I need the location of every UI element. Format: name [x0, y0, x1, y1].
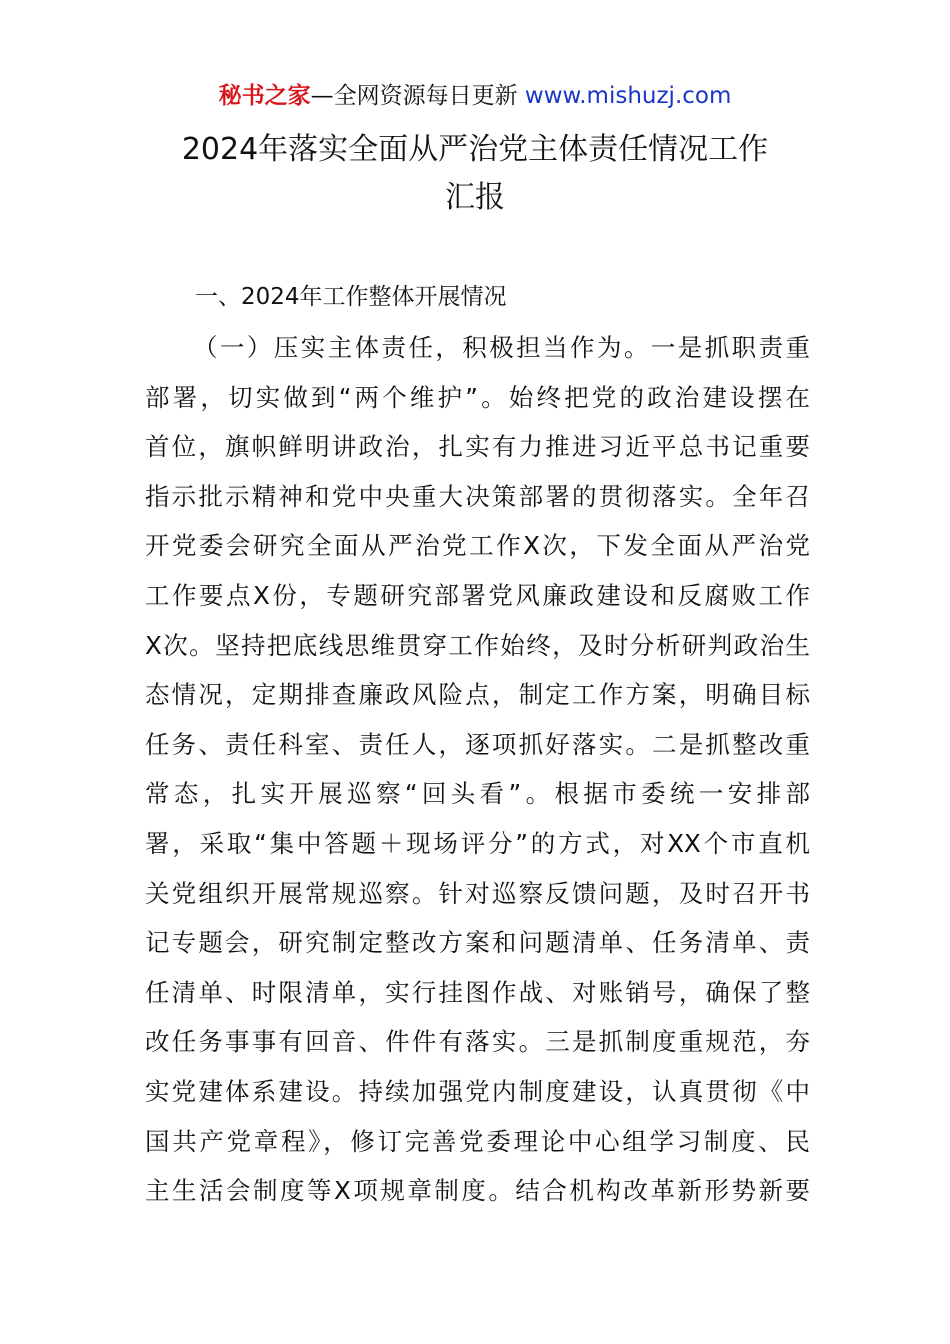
body-line: 开党委会研究全面从严治党工作X次，下发全面从严治党	[145, 531, 810, 561]
site-url-link[interactable]: www.mishuzj.com	[524, 83, 732, 109]
body-line: 部署，切实做到“两个维护”。始终把党的政治建设摆在	[145, 382, 810, 412]
body-line: 国共产党章程》，修订完善党委理论中心组学习制度、民	[145, 1126, 810, 1156]
body-line: 关党组织开展常规巡察。针对巡察反馈问题，及时召开书	[145, 878, 810, 908]
body-paragraph	[145, 323, 810, 1216]
body-line: 实党建体系建设。持续加强党内制度建设，认真贯彻《中	[145, 1076, 810, 1106]
body-line: （一）压实主体责任，积极担当作为。一是抓职责重	[193, 333, 810, 362]
body-line: 首位，旗帜鲜明讲政治，扎实有力推进习近平总书记重要	[145, 432, 810, 462]
body-line: 常态，扎实开展巡察“回头看”。根据市委统一安排部	[145, 779, 810, 809]
site-tagline: —全网资源每日更新	[310, 83, 518, 109]
site-brand: 秘书之家	[218, 83, 311, 109]
body-line: 指示批示精神和党中央重大决策部署的贯彻落实。全年召	[145, 481, 810, 511]
body-line: 署，采取“集中答题＋现场评分”的方式，对XX个市直机	[145, 828, 810, 858]
body-line: 主生活会制度等X项规章制度。结合机构改革新形势新要	[145, 1176, 810, 1206]
body-line: 记专题会，研究制定整改方案和问题清单、任务清单、责	[145, 928, 810, 958]
body-line: 改任务事事有回音、件件有落实。三是抓制度重规范，夯	[145, 1027, 810, 1057]
site-header	[0, 80, 950, 112]
body-line: 任清单、时限清单，实行挂图作战、对账销号，确保了整	[145, 977, 810, 1007]
body-line: 任务、责任科室、责任人，逐项抓好落实。二是抓整改重	[145, 729, 810, 759]
body-line: 态情况，定期排查廉政风险点，制定工作方案，明确目标	[145, 680, 810, 710]
document-title-line-2: 汇报	[445, 180, 505, 215]
body-line: X次。坚持把底线思维贯穿工作始终，及时分析研判政治生	[145, 630, 810, 660]
document-title-line-1: 2024年落实全面从严治党主体责任情况工作	[181, 132, 769, 167]
body-line: 工作要点X份，专题研究部署党风廉政建设和反腐败工作	[145, 580, 810, 610]
document-title	[0, 126, 950, 222]
section-heading: 一、2024年工作整体开展情况	[195, 284, 507, 310]
